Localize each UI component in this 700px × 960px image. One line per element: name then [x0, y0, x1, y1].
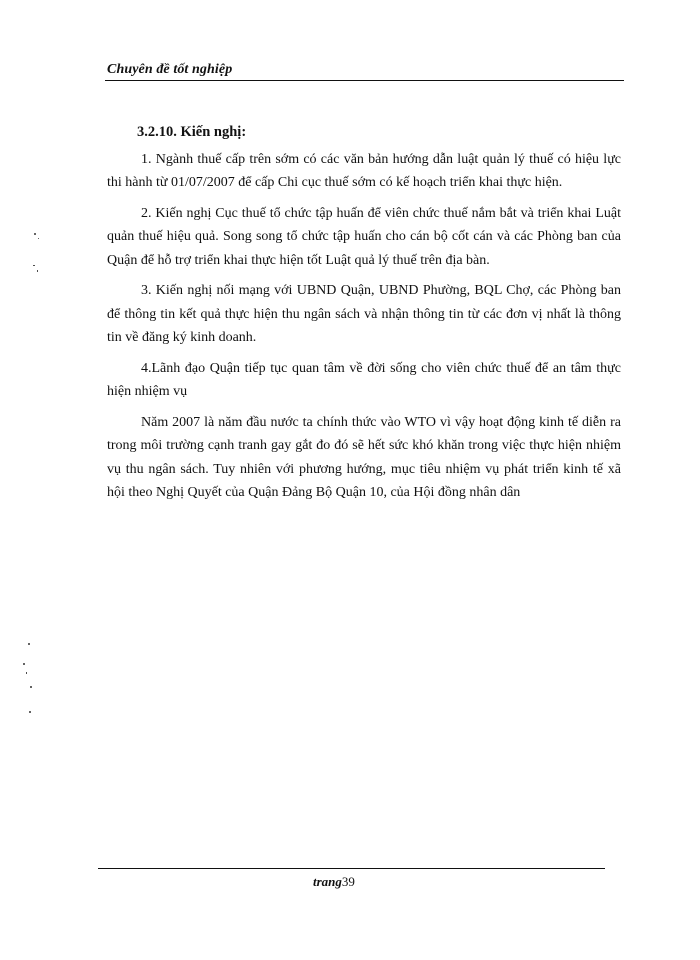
scan-speck: [26, 672, 27, 674]
page-body: [107, 121, 621, 512]
paragraph-3: 3. Kiến nghị nối mạng với UBND Quận, UBND Phường, BQL Chợ, các Phòng ban để thông tin kết quả thực hiện thu ngân sách và nhận thông tin từ các đơn vị nhất là thông tin về đăng ký kinh doanh.: [107, 283, 621, 345]
paragraph-4: 4.Lãnh đạo Quận tiếp tục quan tâm về đời sống cho viên chức thuế để an tâm thực hiện nhiệm vụ: [107, 360, 621, 399]
header-title: Chuyên đề tốt nghiệp: [107, 62, 233, 77]
page-label: trang: [313, 874, 342, 889]
scan-speck: [23, 663, 25, 665]
header-divider: [105, 80, 624, 81]
page-number-value: 39: [341, 874, 355, 889]
scan-speck: [29, 711, 31, 713]
section-heading: 3.2.10. Kiến nghị:: [137, 124, 247, 140]
scan-speck: [30, 686, 32, 688]
scan-speck: [33, 265, 35, 266]
page-number: [313, 874, 355, 890]
footer-divider: [98, 868, 605, 869]
scan-speck: [38, 238, 39, 239]
paragraph-1: 1. Ngành thuế cấp trên sớm có các văn bản hướng dẫn luật quản lý thuế có hiệu lực thi hành từ 01/07/2007 để cấp Chi cục thuế sớm có kế hoạch triển khai thực hiện.: [107, 151, 621, 190]
scan-speck: [37, 270, 38, 272]
scan-speck: [34, 233, 36, 235]
paragraph-2: 2. Kiến nghị Cục thuế tổ chức tập huấn để viên chức thuế nắm bắt và triển khai Luật quản thuế hiệu quả. Song song tổ chức tập huấn cho cán bộ cốt cán và các Phòng ban của Quận để hỗ trợ triển khai thực hiện tốt Luật quả lý thuế trên địa bàn.: [107, 205, 621, 268]
paragraph-5: Năm 2007 là năm đầu nước ta chính thức vào WTO vì vậy hoạt động kinh tế diễn ra trong môi trường cạnh tranh gay gắt đo đó sẽ hết sức khó khăn trong việc thực hiện nhiệm vụ thu ngân sách. Tuy nhiên với phương hướng, mục tiêu nhiệm vụ phát triển kinh tế xã hội theo Nghị Quyết của Quận Đảng Bộ Quận 10, của Hội đồng nhân dân: [107, 414, 621, 500]
scan-speck: [28, 643, 30, 645]
